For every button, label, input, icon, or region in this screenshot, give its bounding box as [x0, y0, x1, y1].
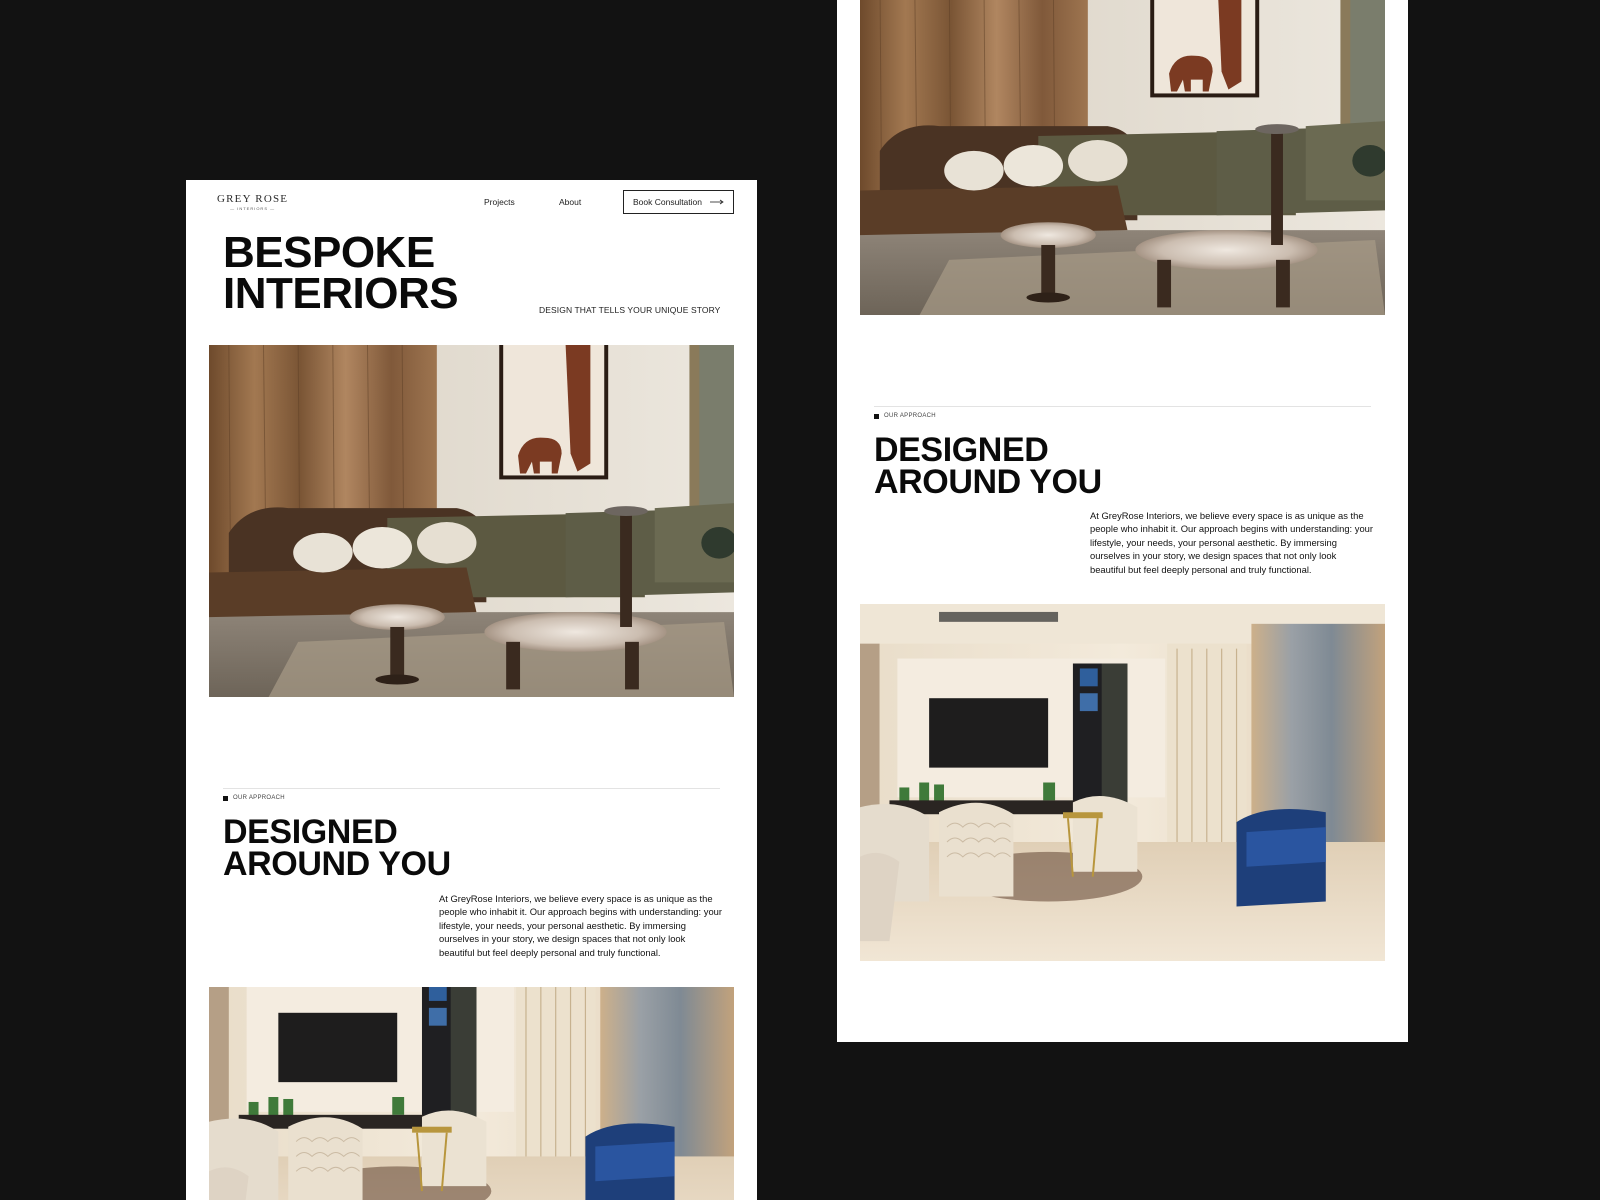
brand-name: GREY ROSE [217, 193, 289, 205]
approach-eyebrow [223, 795, 285, 801]
approach-body: At GreyRose Interiors, we believe every space is as unique as the people who inhabit it. Our approach begins with understanding: your lifestyle, your needs, your personal aesthetic. By immersing ourselves in your story, we design spaces that not only look beautiful but feel deeply personal and truly functional. [439, 893, 722, 958]
brand-logo[interactable] [217, 193, 288, 211]
square-bullet-icon [874, 414, 879, 419]
living-room-photo [860, 0, 1385, 315]
nav-link-projects[interactable]: Projects [484, 197, 515, 207]
hero-title-line1: BESPOKE [223, 228, 435, 277]
approach-title-line1: DESIGNED [223, 813, 398, 851]
approach-body: At GreyRose Interiors, we believe every space is as unique as the people who inhabit it. Our approach begins with understanding: your lifestyle, your needs, your personal aesthetic. By immersing ourselves in your story, we design spaces that not only look beautiful but feel deeply personal and truly functional. [1090, 510, 1373, 575]
interior-photo [209, 987, 734, 1200]
approach-title [874, 431, 1102, 501]
top-nav [186, 180, 757, 230]
section-divider [874, 406, 1371, 407]
approach-title-line2: AROUND YOU [874, 463, 1102, 501]
book-consultation-label: Book Consultation [633, 197, 702, 207]
nav-link-about[interactable]: About [559, 197, 582, 207]
approach-title-line1: DESIGNED [874, 431, 1049, 469]
book-consultation-button[interactable] [623, 190, 734, 214]
approach-title-line2: AROUND YOU [223, 845, 451, 883]
square-bullet-icon [223, 796, 228, 801]
approach-eyebrow-label: OUR APPROACH [233, 795, 285, 801]
brand-sub: — INTERIORS — [230, 206, 276, 211]
approach-eyebrow [874, 413, 936, 419]
approach-title [223, 813, 451, 883]
hero-photo [209, 345, 734, 697]
approach-eyebrow-label: OUR APPROACH [884, 413, 936, 419]
page-panel-left [186, 180, 757, 1200]
arrow-right-icon [710, 199, 724, 205]
tv-room-photo [860, 604, 1385, 961]
section-divider [223, 788, 720, 789]
living-room-photo [209, 345, 734, 697]
hero-title-line2: INTERIORS [223, 269, 459, 318]
page-panel-right [837, 0, 1408, 1042]
hero-tagline: DESIGN THAT TELLS YOUR UNIQUE STORY [539, 305, 721, 315]
hero-photo-scrolled [860, 0, 1385, 315]
hero-title [223, 228, 459, 318]
tv-room-photo [209, 987, 734, 1200]
interior-photo [860, 604, 1385, 961]
